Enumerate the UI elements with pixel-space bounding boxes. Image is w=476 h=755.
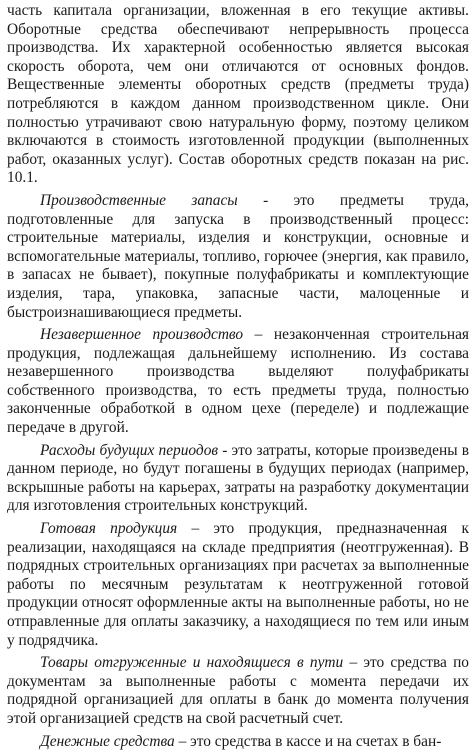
term-finished-goods: Готовая продукция [40,520,178,538]
paragraph-finished-goods [7,520,469,650]
paragraph-text: – это средства по документам за выполненные работы с момента передачи их подрядной организацией для оплаты в банк до момента получения этой организацией средств на свой расчетный счет. [7,654,470,727]
term-goods-shipped: Товары отгруженные и находящиеся в пути [40,654,344,672]
term-cash: Денежные средства [40,732,175,750]
term-production-stocks: Производственные запасы [40,191,238,209]
document-page [7,2,469,755]
paragraph-intro [7,2,469,188]
paragraph-work-in-progress [7,326,469,438]
paragraph-text: – незаконченная строительная продукция, подлежащая дальнейшему исполнению. Из состава незавершенного производства выделяют полуфабрикаты собственного производства, то есть предметы труда, полностью законченные обработкой в одном цехе (переделе) и подлежащие передаче в другой. [7,326,470,437]
term-deferred-expenses: Расходы будущих периодов [40,441,219,459]
paragraph-text: - это предметы труда, подготовленные для запуска в производственный процесс: строительные материалы, изделия и конструкции, основные и вспомогательные материалы, топливо, горючее (энергия, как правило, в запасах не бывает), покупные полуфабрикаты и комплектующие изделия, тара, упаковка, запасные части, малоценные и быстроизнашивающиеся предметы. [7,191,470,321]
paragraph-text: – это продукция, предназначенная к реализации, находящаяся на складе предприятия (неотгруженная). В подрядных строительных организациях при расчетах за выполненные работы по месячным результатам к неотгруженной готовой продукции относят оформленные акты на выполненные работы, но не отправленные для оплаты заказчику, а находящиеся по тем или иным у подрядчика. [7,520,469,649]
paragraph-text: – это средства в кассе и на счетах в бан- [174,732,442,750]
paragraph-text: часть капитала организации, вложенная в его текущие активы. Оборотные средства обеспечивают непрерывность процесса производства. Их характерной особенностью является высокая скорость оборота, чем они отличаются от основных фондов. Вещественные элементы оборотных средств (предметы труда) потребляются в каждом данном производственном цикле. Они полностью утрачивают свою натуральную форму, поэтому целиком включаются в стоимость изготовленной продукции (выполненных работ, оказанных услуг). Состав оборотных средств показан на рис. 10.1. [7,2,469,187]
paragraph-deferred-expenses [7,442,469,516]
paragraph-production-stocks [7,192,469,322]
paragraph-text: - это затраты, которые произведены в данном периоде, но будут погашены в будущих периодах (например, вскрышные работы на карьерах, затраты на разработку документации для изготовления строительных конструкций. [7,441,470,515]
paragraph-goods-shipped [7,654,469,728]
term-work-in-progress: Незавершенное производство [40,326,244,344]
paragraph-cash [7,733,469,752]
